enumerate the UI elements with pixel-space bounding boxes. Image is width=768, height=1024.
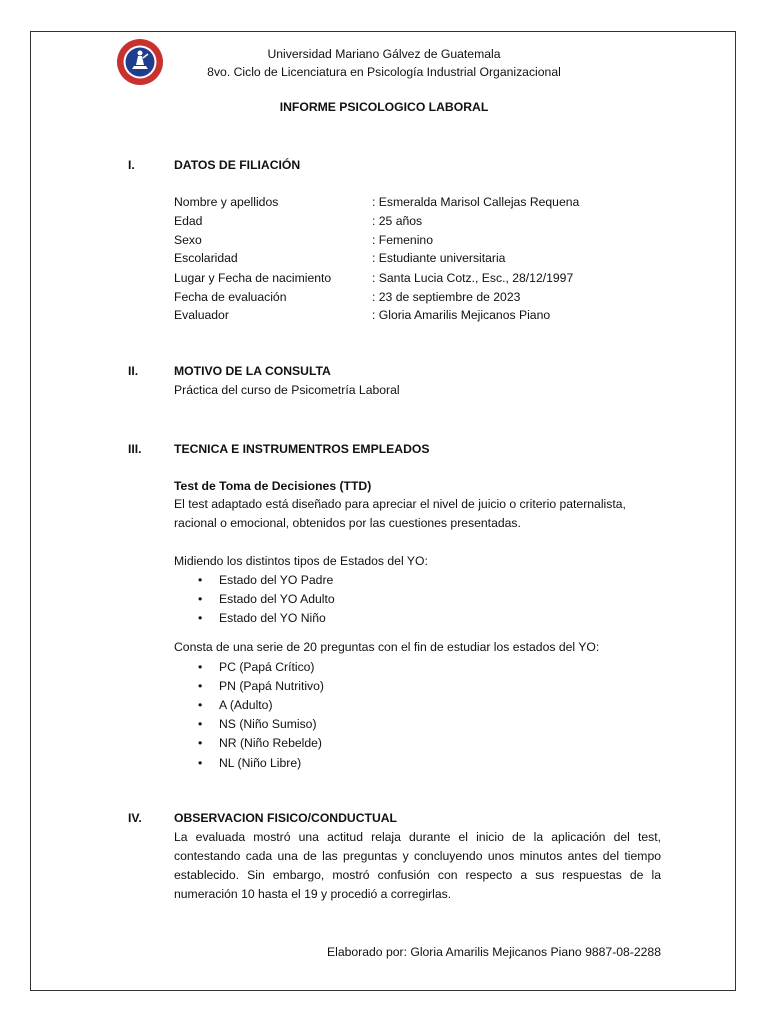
field-value: : Estudiante universitaria — [372, 251, 506, 265]
bullet-icon: • — [198, 592, 203, 606]
section-3-heading: TECNICA E INSTRUMENTROS EMPLEADOS — [174, 442, 430, 456]
observation-paragraph: La evaluada mostró una actitud relaja durante el inicio de la aplicación del test, contestando cada una de las preguntas y concluyendo unos minutos antes del tiempo establecido. Sin embargo, mostró confusión con respecto a sus respuestas de la numeración 10 hasta el 19 y procedió a corregirlas. — [174, 830, 661, 901]
test-name: Test de Toma de Decisiones (TTD) — [174, 479, 372, 493]
section-4-heading: OBSERVACION FISICO/CONDUCTUAL — [174, 811, 397, 825]
bullet-icon: • — [198, 679, 203, 693]
bullet-icon: • — [198, 756, 203, 770]
list-item-label: Estado del YO Adulto — [219, 592, 335, 606]
questions-intro: Consta de una serie de 20 preguntas con el fin de estudiar los estados del YO: — [174, 640, 600, 654]
list-item-label: NS (Niño Sumiso) — [219, 717, 317, 731]
list-item-label: Estado del YO Niño — [219, 611, 326, 625]
list-item-label: A (Adulto) — [219, 698, 273, 712]
list-item — [198, 717, 317, 731]
list-item-label: NR (Niño Rebelde) — [219, 736, 322, 750]
list-item — [198, 611, 326, 625]
field-label: Sexo — [174, 233, 202, 247]
signature-line: Elaborado por: Gloria Amarilis Mejicanos Piano 9887-08-2288 — [327, 945, 661, 959]
bullet-icon: • — [198, 573, 203, 587]
field-label: Fecha de evaluación — [174, 290, 287, 304]
list-item-label: Estado del YO Padre — [219, 573, 334, 587]
field-value: : 25 años — [372, 214, 423, 228]
states-intro: Midiendo los distintos tipos de Estados del YO: — [174, 554, 428, 568]
list-item — [198, 679, 324, 693]
section-1-number: I. — [128, 158, 135, 172]
section-2-heading: MOTIVO DE LA CONSULTA — [174, 364, 331, 378]
list-item — [198, 592, 335, 606]
test-description-line: racional o emocional, obtenidos por las cuestiones presentadas. — [174, 516, 521, 530]
bullet-icon: • — [198, 611, 203, 625]
report-title: INFORME PSICOLOGICO LABORAL — [279, 100, 489, 114]
field-label: Nombre y apellidos — [174, 195, 279, 209]
test-description-line: El test adaptado está diseñado para apreciar el nivel de juicio o criterio paternalista, — [174, 497, 626, 511]
section-1-heading: DATOS DE FILIACIÓN — [174, 158, 301, 172]
list-item — [198, 698, 273, 712]
bullet-icon: • — [198, 698, 203, 712]
list-item — [198, 756, 301, 770]
consult-reason: Práctica del curso de Psicometría Laboral — [174, 383, 400, 397]
field-value: : 23 de septiembre de 2023 — [372, 290, 521, 304]
field-label: Escolaridad — [174, 251, 238, 265]
bullet-icon: • — [198, 717, 203, 731]
list-item-label: NL (Niño Libre) — [219, 756, 302, 770]
list-item — [198, 736, 322, 750]
field-label: Lugar y Fecha de nacimiento — [174, 271, 332, 285]
field-value: : Esmeralda Marisol Callejas Requena — [372, 195, 580, 209]
bullet-icon: • — [198, 736, 203, 750]
list-item — [198, 573, 333, 587]
field-label: Edad — [174, 214, 203, 228]
list-item-label: PN (Papá Nutritivo) — [219, 679, 324, 693]
section-2-number: II. — [128, 364, 139, 378]
bullet-icon: • — [198, 660, 203, 674]
university-name: Universidad Mariano Gálvez de Guatemala — [267, 47, 501, 61]
field-value: : Gloria Amarilis Mejicanos Piano — [372, 308, 551, 322]
list-item-label: PC (Papá Crítico) — [219, 660, 315, 674]
section-4-number: IV. — [128, 811, 142, 825]
field-value: : Femenino — [372, 233, 433, 247]
list-item — [198, 660, 315, 674]
program-name: 8vo. Ciclo de Licenciatura en Psicología Industrial Organizacional — [207, 65, 561, 79]
field-value: : Santa Lucia Cotz., Esc., 28/12/1997 — [372, 271, 574, 285]
field-label: Evaluador — [174, 308, 229, 322]
section-3-number: III. — [128, 442, 142, 456]
